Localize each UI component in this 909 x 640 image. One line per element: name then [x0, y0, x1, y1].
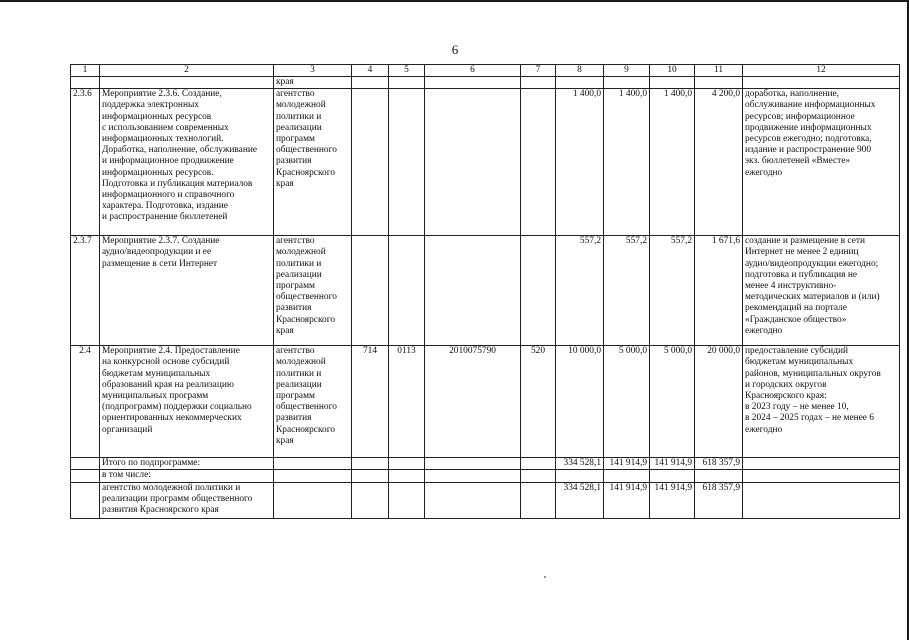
- expected-result: доработка, наполнение, обслуживание информационных ресурсов; информационное продвижение информационных ресурсов ежегодно; подготовка, издание и распространение 900 экз. бюллетеней «Вместе» ежегодно: [743, 89, 900, 236]
- amount-year-2: 557,2: [604, 236, 650, 346]
- including-label: в том числе:: [100, 470, 274, 482]
- executor: агентство молодежной политики и реализации программ общественного развития Красноярского края: [274, 89, 352, 236]
- total-year-2: 141 914,9: [604, 458, 650, 470]
- total-row: [71, 458, 900, 470]
- events-table: [70, 64, 900, 519]
- row-number: 2.4: [71, 346, 100, 458]
- amount-year-2: 1 400,0: [604, 89, 650, 236]
- header-cell-10: 10: [650, 65, 695, 77]
- agency-year-3: 141 914,9: [650, 482, 695, 518]
- agency-year-1: 334 528,1: [556, 482, 604, 518]
- total-year-3: 141 914,9: [650, 458, 695, 470]
- agency-row: [71, 482, 900, 518]
- total-year-1: 334 528,1: [556, 458, 604, 470]
- header-cell-3: 3: [274, 65, 352, 77]
- amount-year-3: 1 400,0: [650, 89, 695, 236]
- total-label: Итого по подпрограмме:: [100, 458, 274, 470]
- amount-year-3: 5 000,0: [650, 346, 695, 458]
- row-number: 2.3.6: [71, 89, 100, 236]
- continuation-row: [71, 77, 900, 89]
- header-cell-11: 11: [695, 65, 743, 77]
- header-cell-7: 7: [521, 65, 556, 77]
- expected-result: создание и размещение в сети Интернет не менее 2 единиц аудио/видеопродукции ежегодно; подготовка и публикация не менее 4 инструктивно- методических материалов и (или) рекомендаций на портале «Гражданское общество» ежегодно: [743, 236, 900, 346]
- gr-code: [352, 236, 389, 346]
- page-number: 6: [451, 42, 459, 57]
- agency-year-2: 141 914,9: [604, 482, 650, 518]
- gr-code: [352, 89, 389, 236]
- csr-code: 2010075790: [425, 346, 521, 458]
- table-row: [71, 236, 900, 346]
- header-cell-8: 8: [556, 65, 604, 77]
- header-cell-9: 9: [604, 65, 650, 77]
- scan-edge-top: [0, 0, 909, 2]
- including-row: [71, 470, 900, 482]
- event-name: Мероприятие 2.4. Предоставление на конкурсной основе субсидий бюджетам муниципальных образований края на реализацию муниципальных программ (подпрограмм) поддержки социально ориентированных некоммерческих организаций: [100, 346, 274, 458]
- header-cell-5: 5: [389, 65, 425, 77]
- scan-speck: [544, 576, 546, 578]
- vr-code: 520: [521, 346, 556, 458]
- amount-year-2: 5 000,0: [604, 346, 650, 458]
- header-cell-1: 1: [71, 65, 100, 77]
- rz-pr-code: [389, 236, 425, 346]
- table-row: [71, 89, 900, 236]
- header-row: [71, 65, 900, 77]
- agency-sum: 618 357,9: [695, 482, 743, 518]
- executor: агентство молодежной политики и реализации программ общественного развития Красноярского края: [274, 346, 352, 458]
- amount-total: 20 000,0: [695, 346, 743, 458]
- row-number: 2.3.7: [71, 236, 100, 346]
- header-cell-2: 2: [100, 65, 274, 77]
- vr-code: [521, 236, 556, 346]
- rz-pr-code: 0113: [389, 346, 425, 458]
- gr-code: 714: [352, 346, 389, 458]
- amount-year-3: 557,2: [650, 236, 695, 346]
- amount-year-1: 10 000,0: [556, 346, 604, 458]
- agency-label: агентство молодежной политики и реализации программ общественного развития Красноярского края: [100, 482, 274, 518]
- csr-code: [425, 236, 521, 346]
- expected-result: предоставление субсидий бюджетам муниципальных районов, муниципальных округов и городских округов Красноярского края: в 2023 году – не менее 10, в 2024 – 2025 годах – не менее 6 ежегодно: [743, 346, 900, 458]
- amount-year-1: 557,2: [556, 236, 604, 346]
- rz-pr-code: [389, 89, 425, 236]
- amount-total: 4 200,0: [695, 89, 743, 236]
- executor: агентство молодежной политики и реализации программ общественного развития Красноярского края: [274, 236, 352, 346]
- amount-year-1: 1 400,0: [556, 89, 604, 236]
- csr-code: [425, 89, 521, 236]
- header-cell-12: 12: [743, 65, 900, 77]
- event-name: Мероприятие 2.3.7. Создание аудио/видеопродукции и ее размещение в сети Интернет: [100, 236, 274, 346]
- table-row: [71, 346, 900, 458]
- header-cell-4: 4: [352, 65, 389, 77]
- header-cell-6: 6: [425, 65, 521, 77]
- vr-code: [521, 89, 556, 236]
- amount-total: 1 671,6: [695, 236, 743, 346]
- event-name: Мероприятие 2.3.6. Создание, поддержка электронных информационных ресурсов с использованием современных информационных технологий. Доработка, наполнение, обслуживание и информационное продвижение информационных ресурсов. Подготовка и публикация материалов информационного и справочного характера. Подготовка, издание и распространение бюллетеней: [100, 89, 274, 236]
- total-sum: 618 357,9: [695, 458, 743, 470]
- continuation-executor: края: [274, 77, 352, 89]
